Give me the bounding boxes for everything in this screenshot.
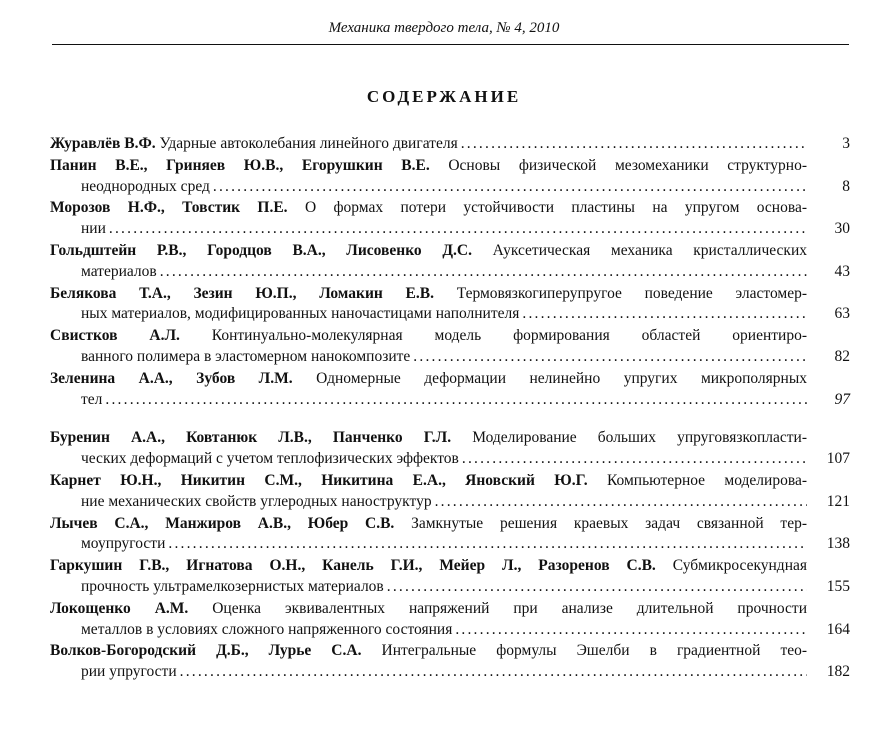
toc-entry-authors: Карнет Ю.Н., Никитин С.М., Никитина Е.А., Яновский Ю.Г.: [50, 471, 588, 489]
toc-entry-authors: Зеленина А.А., Зубов Л.М.: [50, 369, 293, 387]
toc-entry-body: [50, 241, 807, 283]
dot-leader: [210, 177, 807, 198]
toc-entry-line: [50, 326, 807, 347]
toc-entry-title-continuation: тел: [81, 390, 103, 408]
toc-entry-title-continuation: ние механических свойств углеродных наноструктур: [81, 492, 432, 510]
dot-leader: [452, 620, 807, 641]
toc-entry-title: Субмикросекундная: [672, 557, 807, 575]
toc-entry-page: 82: [834, 347, 850, 365]
toc-entry-body: [50, 156, 807, 198]
dot-leader: [410, 347, 807, 368]
toc-entry[interactable]: [50, 599, 850, 641]
toc-entry-title: Ударные автоколебания линейного двигателя: [159, 135, 458, 152]
toc-entry[interactable]: [50, 514, 850, 556]
toc-entry-line: [50, 198, 807, 219]
toc-entry-page: 30: [834, 220, 850, 238]
toc-entry-line: [50, 156, 807, 177]
toc-entry[interactable]: [50, 156, 850, 198]
toc-entry-body: [50, 556, 807, 598]
toc-entry-page: 3: [842, 135, 850, 152]
toc-entry-title: Одномерные деформации нелинейно упругих микрополярных: [316, 369, 807, 387]
toc-entry-title-continuation: ванного полимера в эластомерном нанокомпозите: [81, 347, 411, 365]
running-title: Механика твердого тела, № 4, 2010: [328, 20, 560, 36]
toc-entry-line: [50, 449, 807, 470]
toc-entry[interactable]: [50, 198, 850, 240]
toc-entry-authors: Локощенко А.М.: [50, 599, 189, 617]
dot-leader: [519, 304, 807, 325]
toc-entry-authors: Морозов Н.Ф., Товстик П.Е.: [50, 199, 288, 217]
toc-entry-line: [50, 177, 807, 198]
toc-entry-line: [50, 134, 807, 155]
toc-entry-title: Термовязкогиперупругое поведение эластомер-: [456, 284, 807, 302]
toc-entry-line: [50, 241, 807, 262]
toc-entry-title: О формах потери устойчивости пластины на упругом основа-: [304, 199, 807, 217]
toc-entry[interactable]: [50, 471, 850, 513]
toc-entry-body: [50, 326, 807, 368]
toc-entry-page: 164: [826, 620, 850, 638]
toc-entry-title-continuation: нии: [81, 220, 106, 238]
toc-entry-line: [50, 662, 807, 683]
toc-entry-body: [50, 641, 807, 683]
toc-entry-authors: Белякова Т.А., Зезин Ю.П., Ломакин Е.В.: [50, 284, 434, 302]
toc-entry-line: [50, 620, 807, 641]
dot-leader: [157, 262, 807, 283]
toc-entry-page: 182: [826, 663, 850, 681]
toc-entry-line: [50, 641, 807, 662]
toc-entry-body: [50, 134, 807, 155]
dot-leader: [458, 134, 807, 155]
dot-leader: [165, 534, 807, 555]
toc-entry-page: 155: [826, 577, 850, 595]
dot-leader: [102, 390, 807, 411]
toc-entry-body: [50, 198, 807, 240]
toc-entry-authors: Гольдштейн Р.В., Городцов В.А., Лисовенко Д.С.: [50, 241, 472, 259]
toc-entry-title-continuation: неоднородных сред: [81, 177, 210, 195]
toc-entry-title-continuation: прочность ультрамелкозернистых материалов: [81, 577, 384, 595]
toc-entry[interactable]: [50, 326, 850, 368]
toc-entry-line: [50, 219, 807, 240]
toc-entry-line: [50, 390, 807, 411]
toc-entry-line: [50, 492, 807, 513]
table-of-contents: [50, 134, 850, 684]
toc-entry-body: [50, 514, 807, 556]
dot-leader: [177, 662, 807, 683]
header-rule: [52, 44, 849, 45]
toc-entry-title-continuation: ческих деформаций с учетом теплофизических эффектов: [81, 450, 459, 468]
toc-entry-title: Оценка эквивалентных напряжений при анализе длительной прочности: [212, 599, 807, 617]
toc-entry-title: Интегральные формулы Эшелби в градиентной тео-: [381, 642, 807, 660]
toc-entry-title-continuation: материалов: [81, 262, 157, 280]
toc-entry-title-continuation: моупругости: [81, 535, 166, 553]
toc-entry-title: Основы физической мезомеханики структурно-: [448, 156, 807, 174]
toc-entry-authors: Журавлёв В.Ф.: [50, 135, 156, 152]
toc-entry-authors: Свистков А.Л.: [50, 327, 180, 345]
toc-entry[interactable]: [50, 428, 850, 470]
toc-entry-line: [50, 347, 807, 368]
toc-entry-line: [50, 577, 807, 598]
dot-leader: [384, 577, 807, 598]
toc-entry-page: 138: [826, 535, 850, 553]
toc-entry-authors: Панин В.Е., Гриняев Ю.В., Егорушкин В.Е.: [50, 156, 430, 174]
toc-entry-authors: Буренин А.А., Ковтанюк Л.В., Панченко Г.Л.: [50, 429, 452, 447]
toc-entry-line: [50, 304, 807, 325]
toc-entry-line: [50, 534, 807, 555]
toc-entry-authors: Волков-Богородский Д.Б., Лурье С.А.: [50, 642, 362, 660]
toc-entry-title-continuation: ных материалов, модифицированных наночастицами наполнителя: [81, 305, 520, 323]
toc-entry-line: [50, 262, 807, 283]
toc-entry-body: [50, 471, 807, 513]
toc-entry-page: 8: [842, 177, 850, 195]
toc-entry-page: 43: [834, 262, 850, 280]
toc-entry-body: [50, 428, 807, 470]
toc-entry-page: 97: [834, 390, 850, 408]
toc-entry[interactable]: [50, 641, 850, 683]
toc-entry[interactable]: [50, 369, 850, 411]
toc-entry-body: [50, 369, 807, 411]
toc-entry-body: [50, 599, 807, 641]
toc-entry-authors: Гаркушин Г.В., Игнатова О.Н., Канель Г.И., Мейер Л., Разоренов С.В.: [50, 557, 656, 575]
dot-leader: [459, 449, 807, 470]
toc-entry-title: Компьютерное моделирова-: [606, 471, 807, 489]
toc-entry-title: Континуально-молекулярная модель формирования областей ориентиро-: [211, 327, 807, 345]
toc-entry-line: [50, 428, 807, 449]
toc-entry-line: [50, 556, 807, 577]
toc-entry-line: [50, 599, 807, 620]
dot-leader: [432, 492, 807, 513]
toc-entry-line: [50, 369, 807, 390]
toc-entry-authors: Лычев С.А., Манжиров А.В., Юбер С.В.: [50, 514, 395, 532]
toc-entry[interactable]: [50, 134, 850, 155]
toc-entry-title-continuation: металлов в условиях сложного напряженного состояния: [81, 620, 453, 638]
toc-entry[interactable]: [50, 556, 850, 598]
toc-entry[interactable]: [50, 241, 850, 283]
toc-title: СОДЕРЖАНИЕ: [366, 87, 522, 106]
toc-entry-body: [50, 284, 807, 326]
toc-entry-title: Замкнутые решения краевых задач связанной тер-: [411, 514, 807, 532]
toc-entry-title-continuation: рии упругости: [81, 663, 177, 681]
dot-leader: [106, 219, 807, 240]
toc-entry-page: 63: [834, 305, 850, 323]
toc-entry-page: 121: [826, 492, 850, 510]
toc-entry-line: [50, 471, 807, 492]
toc-entry[interactable]: [50, 284, 850, 326]
toc-entry-title: Моделирование больших упруговязкопласти-: [472, 429, 807, 447]
toc-entry-page: 107: [826, 450, 850, 468]
toc-entry-line: [50, 514, 807, 535]
toc-entry-title: Ауксетическая механика кристаллических: [492, 241, 807, 259]
toc-entry-line: [50, 284, 807, 305]
